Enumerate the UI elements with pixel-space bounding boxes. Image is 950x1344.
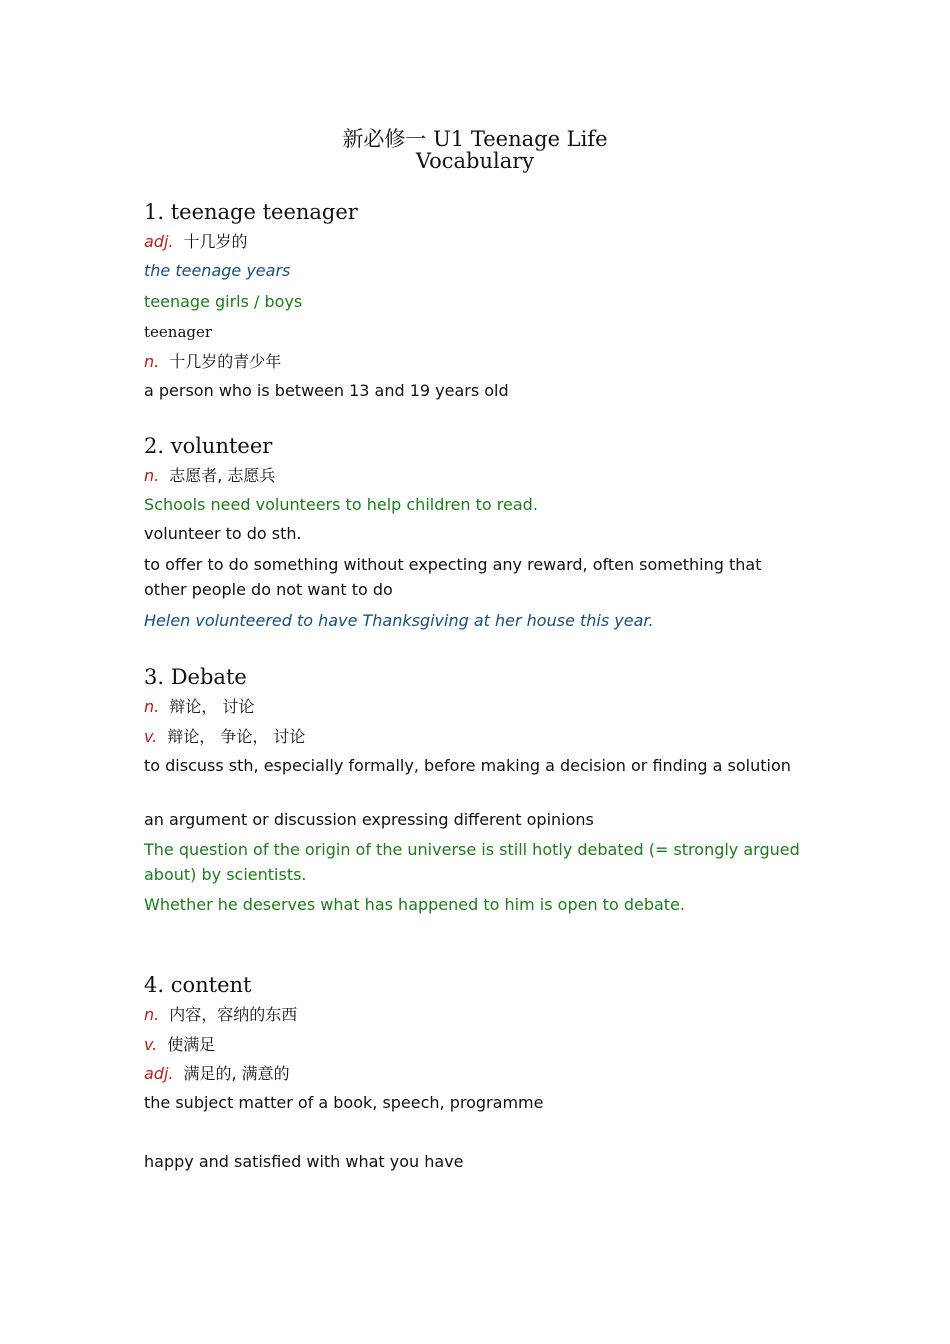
usage-phrase: volunteer to do sth. [144, 524, 302, 543]
part-of-speech: n. [144, 1005, 160, 1024]
doc-title: 新必修一 U1 Teenage Life [342, 127, 608, 151]
chinese-definition: 辩论， 讨论 [169, 697, 255, 716]
part-of-speech: v. [144, 1035, 158, 1054]
definition-line [144, 232, 804, 252]
chinese-definition: 志愿者, 志愿兵 [169, 466, 276, 485]
entry-heading: 1. teenage teenager [144, 200, 358, 224]
chinese-definition: 十几岁的青少年 [169, 352, 282, 371]
entry-heading: 2. volunteer [144, 434, 273, 458]
english-definition: to discuss sth, especially formally, before making a decision or finding a solution [144, 756, 791, 775]
definition-line [144, 466, 804, 486]
doc-subtitle: Vocabulary [415, 149, 535, 173]
part-of-speech: adj. [144, 1064, 174, 1083]
example-sentence: Helen volunteered to have Thanksgiving at her house this year. [144, 611, 654, 630]
sub-word: teenager [144, 323, 213, 341]
part-of-speech: n. [144, 697, 160, 716]
chinese-definition: 内容，容纳的东西 [169, 1005, 298, 1024]
english-definition: a person who is between 13 and 19 years old [144, 381, 509, 400]
chinese-definition: 满足的, 满意的 [183, 1064, 290, 1083]
entry-heading: 4. content [144, 973, 252, 997]
english-definition: the subject matter of a book, speech, programme [144, 1093, 544, 1112]
definition-line [144, 727, 804, 747]
part-of-speech: adj. [144, 232, 174, 251]
part-of-speech: v. [144, 727, 158, 746]
example-phrase: the teenage years [144, 261, 291, 280]
chinese-definition: 使满足 [167, 1035, 216, 1054]
chinese-definition: 辩论， 争论， 讨论 [167, 727, 306, 746]
definition-line [144, 1005, 804, 1025]
part-of-speech: n. [144, 466, 160, 485]
english-definition: to offer to do something without expecting any reward, often something that other people do not want to do [144, 555, 762, 599]
example-sentence: Schools need volunteers to help children to read. [144, 495, 538, 514]
chinese-definition: 十几岁的 [183, 232, 248, 251]
english-definition: an argument or discussion expressing different opinions [144, 810, 594, 829]
example-phrase: teenage girls / boys [144, 292, 303, 311]
part-of-speech: n. [144, 352, 160, 371]
definition-line [144, 352, 804, 372]
entry-heading: 3. Debate [144, 665, 247, 689]
example-sentence: Whether he deserves what has happened to him is open to debate. [144, 895, 685, 914]
example-sentence: The question of the origin of the universe is still hotly debated (= strongly argued about) by scientists. [144, 840, 800, 884]
english-definition: happy and satisfied with what you have [144, 1152, 464, 1171]
definition-line [144, 697, 804, 717]
definition-line [144, 1035, 804, 1055]
definition-line [144, 1064, 804, 1084]
